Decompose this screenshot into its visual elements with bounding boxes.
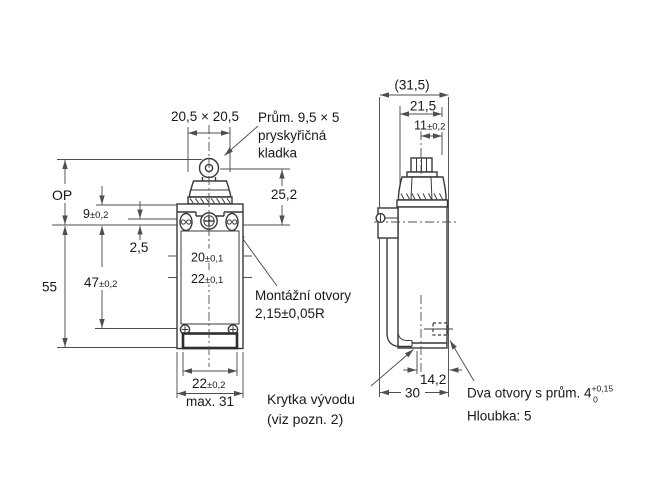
roller-note-line1: Prům. 9,5 × 5 (258, 110, 340, 125)
holes-note-line1: Dva otvory s prům. $4^{+0,15}$ 0 (467, 383, 614, 405)
holes-note-leader (450, 341, 474, 382)
op-label: OP (52, 187, 73, 203)
holes-note-line2: Hloubka: 5 (467, 408, 532, 424)
bellows-front (190, 181, 231, 197)
cover-note-leader (371, 350, 414, 387)
switch-body-side (398, 207, 447, 348)
mounting-note-line1: Montážní otvory (255, 288, 352, 303)
dim-31-5: (31,5) (394, 77, 430, 93)
dim-21-5: 21,5 (409, 98, 437, 114)
mounting-note-line2: 2,15±0,05R (255, 306, 325, 321)
dim-cover-22: 22±0,2 (192, 376, 226, 391)
dim-hole-20: 20±0,1 (191, 250, 224, 265)
mounting-hole-right (226, 214, 238, 231)
dim-2-5: 2,5 (129, 240, 149, 255)
dim-hole-22: 22±0,1 (191, 272, 224, 286)
conduit-cover-front (183, 334, 237, 349)
roller-note-line3: kladka (258, 145, 298, 161)
dim-47: 47±0,2 (84, 275, 118, 290)
side-view (376, 158, 453, 348)
dim-head-width: 20,5 × 20,5 (171, 109, 239, 124)
roller-note-line2: pryskyřičná (258, 128, 327, 143)
dim-30: 30 (404, 385, 421, 401)
dim-9: 9±0,2 (83, 207, 109, 221)
mounting-hole-left (180, 214, 192, 231)
dim-25-2: 25,2 (270, 187, 298, 202)
reference-lines (52, 97, 449, 398)
cover-note-line1: Krytka vývodu (267, 391, 355, 407)
dim-14-2: 14,2 (420, 372, 447, 387)
bellows-side (399, 177, 447, 200)
dim-11: 11±0,2 (414, 118, 446, 133)
dim-max-31: max. 31 (185, 394, 235, 409)
dim-55: 55 (42, 279, 58, 295)
cover-note-line2: (viz pozn. 2) (267, 411, 344, 427)
